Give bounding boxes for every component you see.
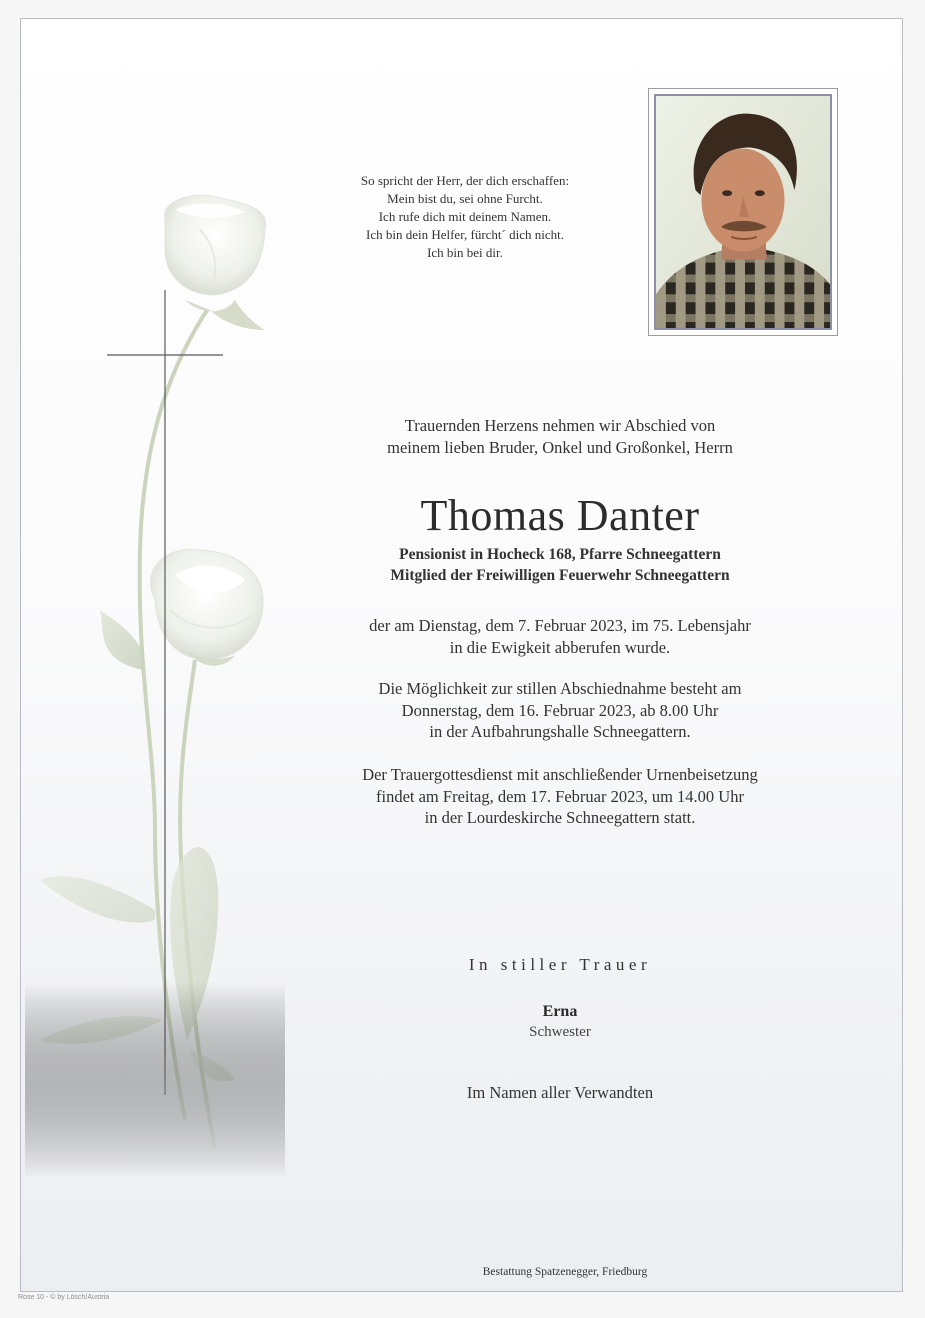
verse-line: So spricht der Herr, der dich erschaffen: bbox=[360, 173, 570, 188]
viewing-line: in der Aufbahrungshalle Schneegattern. bbox=[429, 722, 691, 741]
service-info bbox=[260, 764, 860, 829]
intro-text bbox=[260, 415, 860, 459]
role-line: Mitglied der Freiwilligen Feuerwehr Schneegattern bbox=[390, 567, 730, 584]
mourning-line: In stiller Trauer bbox=[468, 955, 652, 974]
portrait-photo bbox=[654, 94, 832, 330]
death-notice bbox=[260, 615, 860, 658]
mourner-relation: Schwester bbox=[529, 1024, 591, 1040]
verse-line: Ich bin dein Helfer, fürcht´ dich nicht. bbox=[365, 227, 564, 242]
mourner-name: Erna bbox=[542, 1003, 578, 1020]
undertaker: Bestattung Spatzenegger, Friedburg bbox=[482, 1266, 648, 1278]
copyright-note: Rose 10 - © by Lösch/Austria bbox=[18, 1294, 110, 1301]
notice-line: der am Dienstag, dem 7. Februar 2023, im 75. Lebensjahr bbox=[369, 616, 751, 635]
service-line: findet am Freitag, dem 17. Februar 2023, um 14.00 Uhr bbox=[376, 786, 744, 806]
service-line: in der Lourdeskirche Schneegattern statt. bbox=[424, 808, 696, 827]
notice-line: in die Ewigkeit abberufen wurde. bbox=[449, 637, 671, 657]
service-line: Der Trauergottesdienst mit anschließender Urnenbeisetzung bbox=[362, 765, 758, 784]
verse-line: Ich bin bei dir. bbox=[427, 245, 503, 260]
deceased-name: Thomas Danter bbox=[420, 491, 700, 540]
viewing-line: Die Möglichkeit zur stillen Abschiednahme besteht am bbox=[378, 679, 742, 698]
role-line: Pensionist in Hocheck 168, Pfarre Schneegattern bbox=[399, 546, 721, 563]
intro-line: Trauernden Herzens nehmen wir Abschied von bbox=[404, 416, 716, 435]
viewing-line: Donnerstag, dem 16. Februar 2023, ab 8.00 Uhr bbox=[401, 700, 719, 720]
verse-line: Mein bist du, sei ohne Furcht. bbox=[387, 191, 543, 206]
mourner bbox=[260, 1002, 860, 1042]
deceased-roles bbox=[260, 544, 860, 586]
portrait-frame bbox=[648, 88, 838, 336]
bible-verse bbox=[310, 172, 620, 262]
intro-line: meinem lieben Bruder, Onkel und Großonkel, Herrn bbox=[387, 438, 733, 457]
verse-line: Ich rufe dich mit deinem Namen. bbox=[378, 209, 552, 224]
relatives-line: Im Namen aller Verwandten bbox=[466, 1083, 654, 1102]
viewing-info bbox=[260, 678, 860, 743]
rose-and-cross-decoration bbox=[25, 190, 285, 1180]
